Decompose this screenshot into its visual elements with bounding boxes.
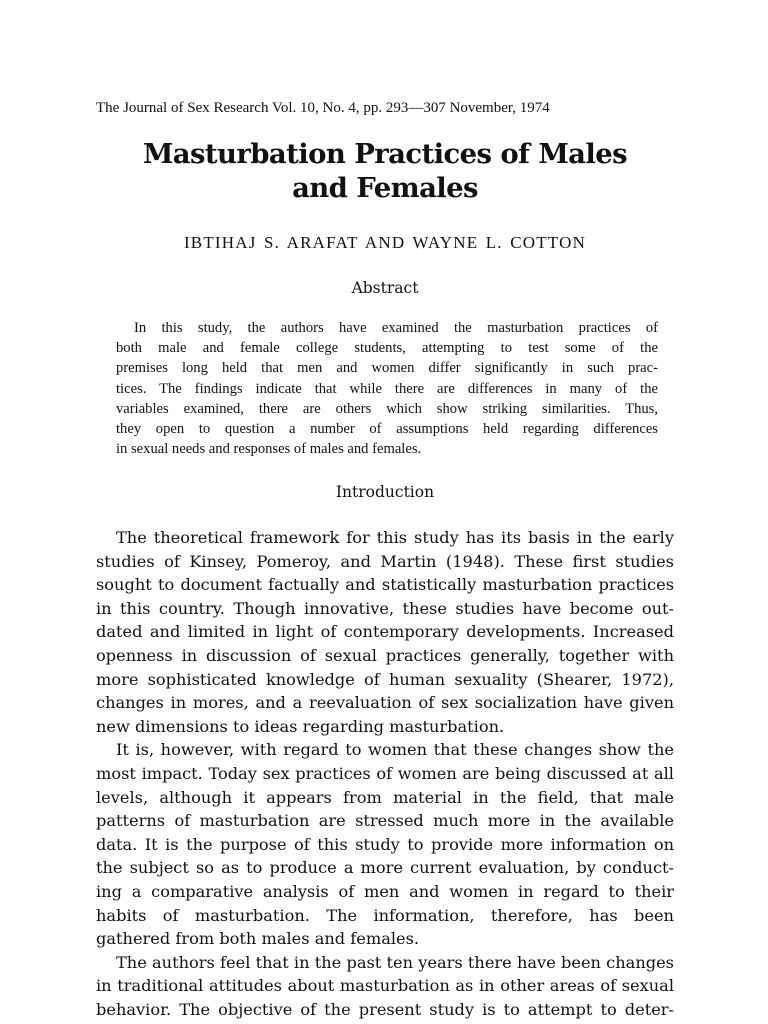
body-line: dated and limited in light of contemporary developments. Increased: [96, 622, 674, 642]
article-title-line-1: Masturbation Practices of Males: [142, 138, 628, 170]
body-line: behavior. The objective of the present study is to attempt to deter-: [96, 999, 674, 1019]
body-line: most impact. Today sex practices of women are being discussed at all: [96, 763, 674, 783]
abstract-line: premises long held that men and women differ significantly in such prac-: [116, 360, 658, 377]
abstract-heading: Abstract: [351, 279, 419, 297]
body-line: sought to document factually and statistically masturbation practices: [96, 575, 674, 595]
body-line: The authors feel that in the past ten years there have been changes: [116, 952, 674, 972]
body-line: ing a comparative analysis of men and women in regard to their: [96, 881, 674, 901]
abstract-line: they open to question a number of assumptions held regarding differences: [116, 420, 658, 437]
body-line: in traditional attitudes about masturbation as in other areas of sexual: [96, 976, 674, 996]
body-line: habits of masturbation. The information, therefore, has been: [96, 905, 674, 925]
body-line: studies of Kinsey, Pomeroy, and Martin (1948). These first studies: [96, 551, 674, 571]
abstract-line: In this study, the authors have examined the masturbation practices of: [134, 320, 658, 336]
abstract-body: [116, 318, 658, 459]
body-line: changes in mores, and a reevaluation of sex socialization have given: [96, 693, 674, 713]
body-line: the subject so as to produce a more current evaluation, by conduct-: [96, 858, 674, 878]
body-line: The theoretical framework for this study has its basis in the early: [116, 528, 674, 547]
body-line: It is, however, with regard to women that these changes show the: [116, 740, 674, 760]
abstract-line: in sexual needs and responses of males and females.: [116, 441, 422, 458]
abstract-line: variables examined, there are others which show striking similarities. Thus,: [116, 400, 658, 417]
introduction-heading: Introduction: [335, 483, 435, 501]
body-line: gathered from both males and females.: [96, 929, 420, 949]
body-line: data. It is the purpose of this study to provide more information on: [96, 834, 674, 854]
introduction-body: [96, 526, 674, 1021]
body-line: patterns of masturbation are stressed much more in the available: [96, 811, 674, 831]
body-line: openness in discussion of sexual practices generally, together with: [96, 645, 674, 665]
author-names: IBTIHAJ S. ARAFAT AND WAYNE L. COTTON: [183, 233, 587, 252]
running-head: The Journal of Sex Research Vol. 10, No. 4, pp. 293—307 November, 1974: [96, 100, 550, 116]
body-line: more sophisticated knowledge of human sexuality (Shearer, 1972),: [96, 669, 674, 689]
article-title: [96, 137, 674, 205]
body-line: new dimensions to ideas regarding masturbation.: [96, 716, 505, 736]
article-title-line-2: and Females: [292, 172, 478, 204]
abstract-line: both male and female college students, attempting to test some of the: [116, 340, 658, 357]
body-line: in this country. Though innovative, these studies have become out-: [96, 598, 674, 618]
body-line: levels, although it appears from material in the field, that male: [96, 787, 674, 807]
abstract-line: tices. The findings indicate that while there are differences in many of the: [116, 380, 658, 397]
